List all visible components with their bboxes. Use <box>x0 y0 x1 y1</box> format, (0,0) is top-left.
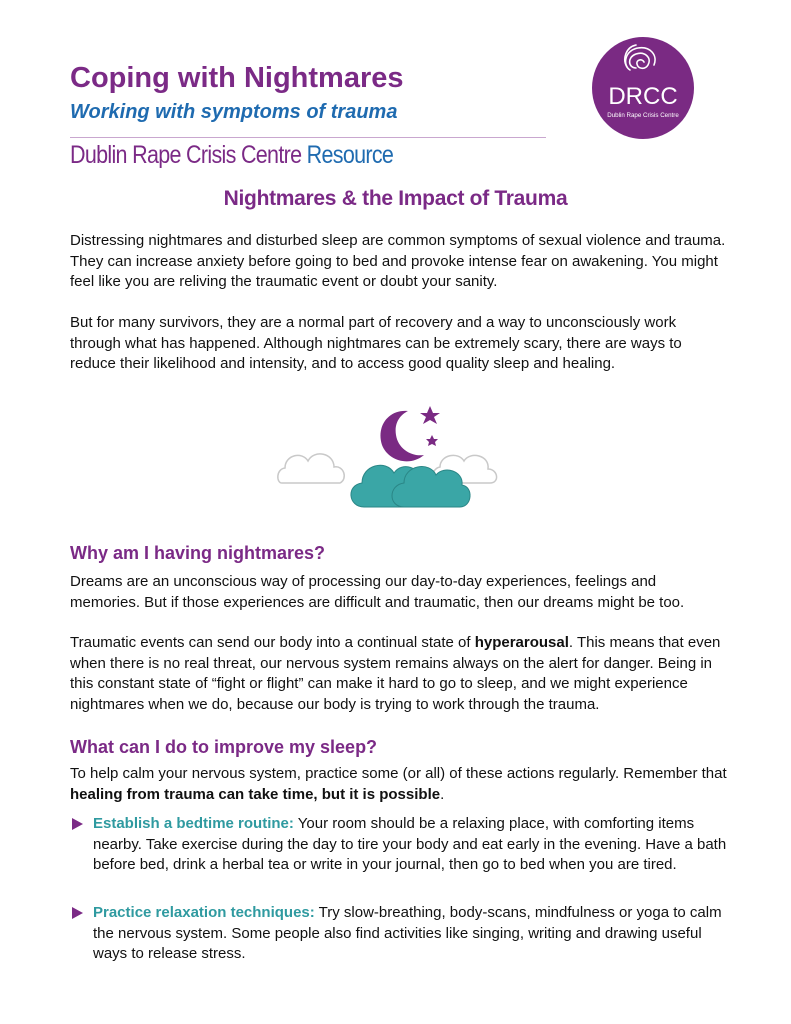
bullet-lead: Establish a bedtime routine: <box>93 815 294 832</box>
resource-org: Dublin Rape Crisis Centre <box>70 141 302 169</box>
why-p2-bold: hyperarousal <box>474 634 569 651</box>
moon-stars-clouds-illustration <box>272 403 502 511</box>
improve-heading: What can I do to improve my sleep? <box>70 737 378 757</box>
triangle-bullet-icon <box>72 907 83 919</box>
why-paragraph-1: Dreams are an unconscious way of processing our day-to-day experiences, feelings and memories. But if those experiences are difficult and traumatic, then our dreams might be too. <box>70 573 685 611</box>
list-item <box>70 903 730 965</box>
triangle-bullet-icon <box>72 818 83 830</box>
why-p2-after: . This means that even when there is no real threat, our nervous system remains always on the alert for danger. Being in this constant state of “fight or flight” can make it hard to go to sleep, and we might experience nightmares when we do, because our body is trying to work through the trauma. <box>70 634 721 713</box>
improve-intro-before: To help calm your nervous system, practice some (or all) of these actions regularly. Remember that <box>70 765 727 782</box>
improve-intro <box>70 764 730 805</box>
logo-spiral-icon <box>592 37 694 139</box>
moon-icon <box>380 411 424 461</box>
bullet-text <box>93 814 730 876</box>
intro-paragraph-2: But for many survivors, they are a normal part of recovery and a way to unconsciously work through what has happened. Although nightmares can be extremely scary, there are ways to reduce their likelihood and intensity, and to access good quality sleep and healing. <box>70 314 682 372</box>
bullet-body: Your room should be a relaxing place, with comforting items nearby. Take exercise during the day to tire your body and eat early in the evening. Have a bath before bed, drink a herbal tea or write in your journal, then go to bed when you are tired. <box>93 815 727 873</box>
list-item <box>70 814 730 876</box>
improve-intro-bold: healing from trauma can take time, but it is possible <box>70 785 441 803</box>
drcc-logo <box>592 37 694 139</box>
bullet-text <box>93 903 730 965</box>
bullet-body: Try slow-breathing, body-scans, mindfulness or yoga to calm the nervous system. Some people also find activities like singing, writing and drawing useful ways to release stress. <box>93 904 722 962</box>
header-divider <box>70 137 546 138</box>
why-p2-before: Traumatic events can send our body into a continual state of <box>70 634 475 651</box>
logo-subtext: Dublin Rape Crisis Centre <box>607 112 679 119</box>
star-icon-small <box>426 435 438 446</box>
improve-intro-after: . <box>440 785 445 803</box>
page-title: Coping with Nightmares <box>70 62 404 94</box>
outline-cloud-left <box>278 454 344 483</box>
resource-label <box>70 141 393 170</box>
bullet-lead: Practice relaxation techniques: <box>93 904 315 921</box>
intro-paragraph-1: Distressing nightmares and disturbed sleep are common symptoms of sexual violence and trauma. They can increase anxiety before going to bed and provoke intense fear on awakening. You might feel like you are reliving the traumatic event or doubt your sanity. <box>70 232 726 290</box>
section-heading: Nightmares & the Impact of Trauma <box>223 187 568 210</box>
why-paragraph-2 <box>70 633 730 715</box>
resource-word: Resource <box>306 141 394 169</box>
page-subtitle: Working with symptoms of trauma <box>70 101 398 123</box>
logo-text: DRCC <box>608 83 678 110</box>
why-heading: Why am I having nightmares? <box>70 543 326 563</box>
star-icon-large <box>420 406 440 424</box>
